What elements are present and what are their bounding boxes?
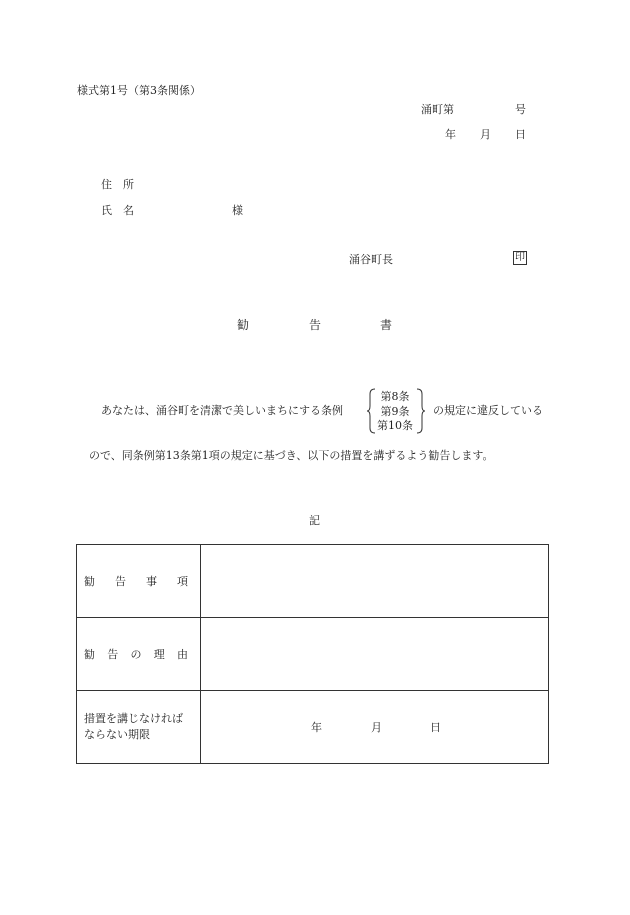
table-row	[77, 545, 549, 618]
body-line1-start: あなたは、涌谷町を清潔で美しいまちにする条例	[101, 404, 343, 417]
deadline-year: 年	[311, 721, 322, 734]
name-label: 氏 名	[101, 204, 134, 217]
row2-label-char: 理	[153, 648, 165, 661]
address-label: 住 所	[101, 178, 134, 191]
deadline-month: 月	[371, 721, 382, 734]
honorific: 様	[232, 204, 243, 217]
row2-label-char: の	[130, 648, 142, 661]
deadline-day: 日	[430, 721, 441, 734]
doc-number-suffix: 号	[515, 103, 526, 116]
row1-label-char: 事	[146, 575, 157, 588]
heading-char-3: 書	[380, 318, 393, 332]
row2-label-cell	[77, 618, 201, 691]
row2-label-char: 勧	[84, 648, 95, 661]
row3-label-cell	[77, 691, 201, 764]
sender-title: 涌谷町長	[349, 253, 393, 266]
heading-char-1: 勧	[237, 318, 250, 332]
row1-value-cell[interactable]	[201, 545, 549, 618]
body-line2: ので、同条例第13条第1項の規定に基づき、以下の措置を講ずるよう勧告します。	[89, 449, 494, 462]
row1-label-char: 勧	[84, 575, 95, 588]
heading-char-2: 告	[309, 318, 322, 332]
table-row	[77, 618, 549, 691]
article-option-10: 第10条	[377, 419, 413, 432]
row2-value-cell[interactable]	[201, 618, 549, 691]
row1-label-char: 告	[115, 575, 126, 588]
doc-number-prefix: 涌町第	[421, 103, 454, 116]
recommendation-table	[76, 544, 549, 764]
seal-mark: 印	[515, 252, 525, 263]
row2-label-char: 由	[177, 648, 188, 661]
record-label: 記	[309, 514, 320, 527]
row3-label-line1: 措置を講じなければ	[84, 712, 183, 725]
date-day: 日	[515, 128, 526, 141]
row3-label-line2: ならない期限	[84, 728, 150, 741]
article-option-8: 第8条	[380, 390, 410, 403]
table-row	[77, 691, 549, 764]
article-option-9: 第9条	[380, 404, 410, 418]
row2-label-char: 告	[107, 648, 119, 661]
date-year: 年	[445, 128, 456, 141]
date-month: 月	[480, 128, 491, 141]
row1-label-cell	[77, 545, 201, 618]
row3-deadline-cell[interactable]	[201, 691, 549, 764]
body-line1-end: の規定に違反している	[433, 404, 543, 417]
form-label: 様式第1号（第3条関係）	[77, 84, 201, 97]
article-choice-brace	[367, 388, 425, 434]
row1-label-char: 項	[177, 575, 188, 588]
